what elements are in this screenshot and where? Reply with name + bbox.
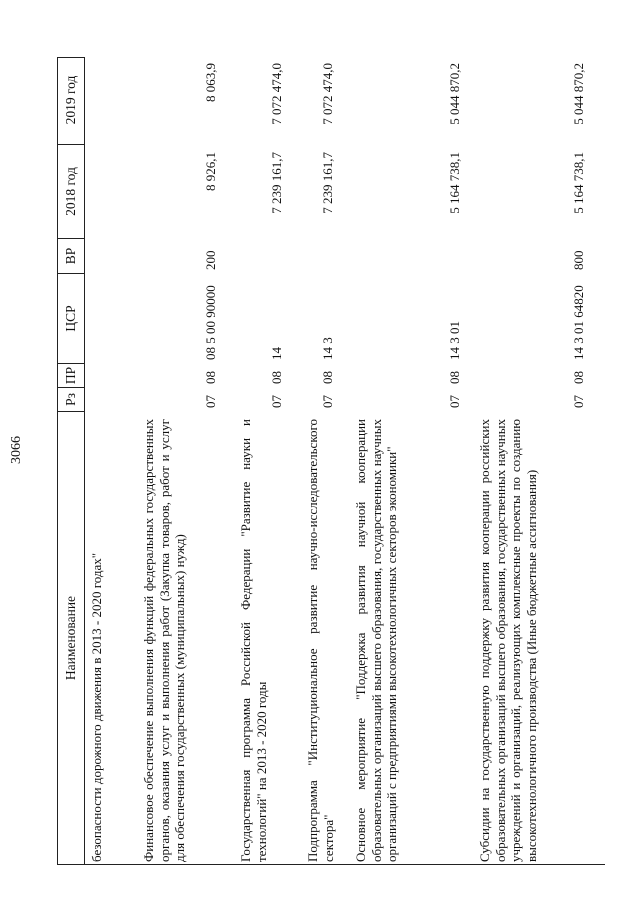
row-csr: 14 [269,347,284,360]
row-name: безопасности дорожного движения в 2013 - 2020 годах" [89,552,104,862]
row-csr: 14 3 01 [447,321,462,360]
row-csr: 08 5 00 90000 [203,285,218,360]
row-pr: 08 [203,371,218,384]
row-2019: 8 063,9 [203,63,218,102]
row-pr: 08 [447,371,462,384]
row-2018: 7 239 161,7 [269,152,284,214]
table-body [85,57,605,865]
row-rz: 07 [447,395,462,408]
row-rz: 07 [203,395,218,408]
row-pr: 08 [320,371,335,384]
row-name: Основное мероприятие "Поддержка развития научной кооперации образовательных организаций высшего образования, государственных научных организаций с предприятиями высокотехнологичных секторов экономики" [353,419,399,862]
header-2019: 2019 год [58,56,84,145]
row-2019: 7 072 474,0 [269,63,284,125]
row-csr: 14 3 [320,337,335,360]
row-vr: 800 [571,250,586,270]
row-pr: 08 [571,371,586,384]
row-2018: 7 239 161,7 [320,152,335,214]
row-name: Финансовое обеспечение выполнения функций федеральных государственных органов, оказания услуг и выполнения работ (Закупка товаров, работ и услуг для обеспечения государственных (муниципальных) нужд) [141,419,187,862]
row-2018: 5 164 738,1 [571,152,586,214]
row-pr: 08 [269,371,284,384]
row-2019: 5 044 870,2 [571,63,586,125]
table-header [57,57,85,865]
header-csr: ЦСР [58,274,84,364]
row-rz: 07 [269,395,284,408]
row-name: Подпрограмма "Институциональное развитие научно-исследовательского сектора" [305,419,336,862]
row-2019: 5 044 870,2 [447,63,462,125]
row-vr: 200 [203,250,218,270]
row-rz: 07 [571,395,586,408]
row-rz: 07 [320,395,335,408]
page-number: 3066 [9,436,24,464]
budget-table [57,57,605,865]
header-pr: ПР [58,364,84,388]
row-2019: 7 072 474,0 [320,63,335,125]
header-2018: 2018 год [58,145,84,239]
row-name: Государственная программа Российской Федерации "Развитие науки и технологий" на 2013 - 2020 годы [238,419,269,862]
header-name: Наименование [63,595,78,681]
header-rz: Рз [58,388,84,412]
row-name: Субсидии на государственную поддержку развития кооперации российских образовательных организаций высшего образования, государственных научных учреждений и организаций, реализующих комплексные проекты по созданию высокотехнологичного производства (Иные бюджетные ассигнования) [477,419,539,862]
row-csr: 14 3 01 64820 [571,285,586,360]
header-vr: ВР [58,239,84,274]
row-2018: 8 926,1 [203,152,218,191]
row-2018: 5 164 738,1 [447,152,462,214]
